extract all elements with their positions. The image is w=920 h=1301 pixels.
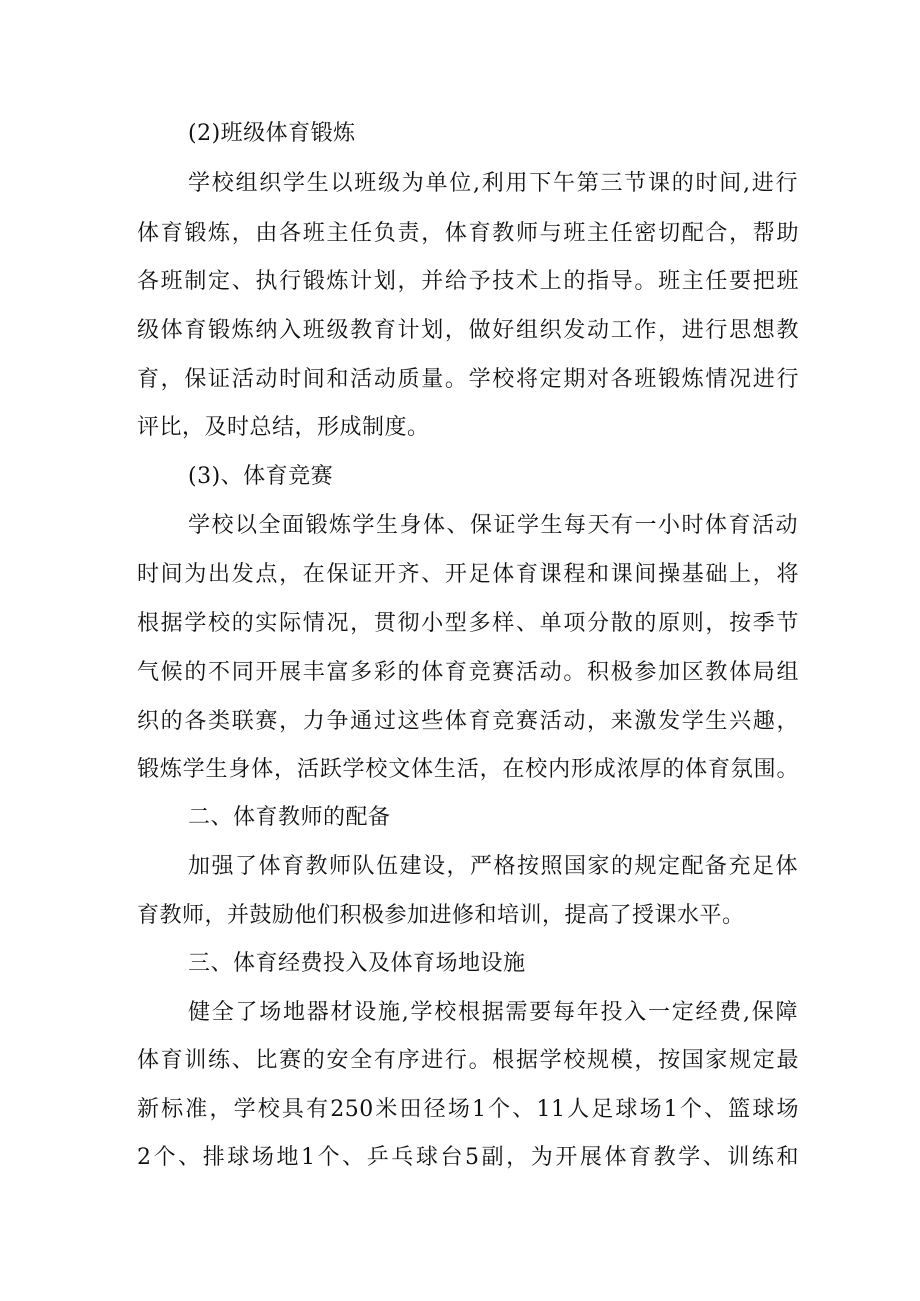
paragraph-line: 2个、排球场地1个、乒乓球台5副，为开展体育教学、训练和: [137, 1145, 799, 1170]
paragraph-line: 育教师，并鼓励他们积极参加进修和培训，提高了授课水平。: [137, 903, 745, 928]
paragraph-line: 加强了体育教师队伍建设，严格按照国家的规定配备充足体: [188, 854, 798, 879]
section-heading-competition: (3)、体育竞赛: [188, 464, 334, 489]
paragraph-line: 级体育锻炼纳入班级教育计划，做好组织发动工作，进行思想教: [137, 318, 799, 343]
paragraph-line: 新标准，学校具有250米田径场1个、11人足球场1个、篮球场: [137, 1097, 799, 1122]
paragraph-line: 健全了场地器材设施,学校根据需要每年投入一定经费,保障: [188, 1000, 798, 1025]
paragraph-line: 织的各类联赛，力争通过这些体育竞赛活动，来激发学生兴趣，: [137, 709, 799, 734]
section-heading-class-exercise: (2)班级体育锻炼: [188, 121, 356, 146]
paragraph-line: 锻炼学生身体，活跃学校文体生活，在校内形成浓厚的体育氛围。: [137, 757, 799, 782]
paragraph-line: 体育锻炼，由各班主任负责，体育教师与班主任密切配合，帮助: [137, 221, 799, 246]
paragraph-line: 各班制定、执行锻炼计划，并给予技术上的指导。班主任要把班: [137, 269, 799, 294]
paragraph-line: 根据学校的实际情况，贯彻小型多样、单项分散的原则，按季节: [137, 611, 799, 636]
paragraph-line: 时间为出发点，在保证开齐、开足体育课程和课间操基础上，将: [137, 562, 799, 587]
section-heading-funding: 三、体育经费投入及体育场地设施: [188, 951, 526, 976]
paragraph-line: 学校组织学生以班级为单位,利用下午第三节课的时间,进行: [188, 171, 798, 196]
paragraph-line: 体育训练、比赛的安全有序进行。根据学校规模，按国家规定最: [137, 1048, 799, 1073]
paragraph-line: 学校以全面锻炼学生身体、保证学生每天有一小时体育活动: [188, 513, 798, 538]
paragraph-line: 育，保证活动时间和活动质量。学校将定期对各班锻炼情况进行: [137, 367, 799, 392]
section-heading-teachers: 二、体育教师的配备: [188, 805, 391, 830]
paragraph-line: 气候的不同开展丰富多彩的体育竞赛活动。积极参加区教体局组: [137, 660, 799, 685]
paragraph-line: 评比，及时总结，形成制度。: [137, 415, 430, 440]
